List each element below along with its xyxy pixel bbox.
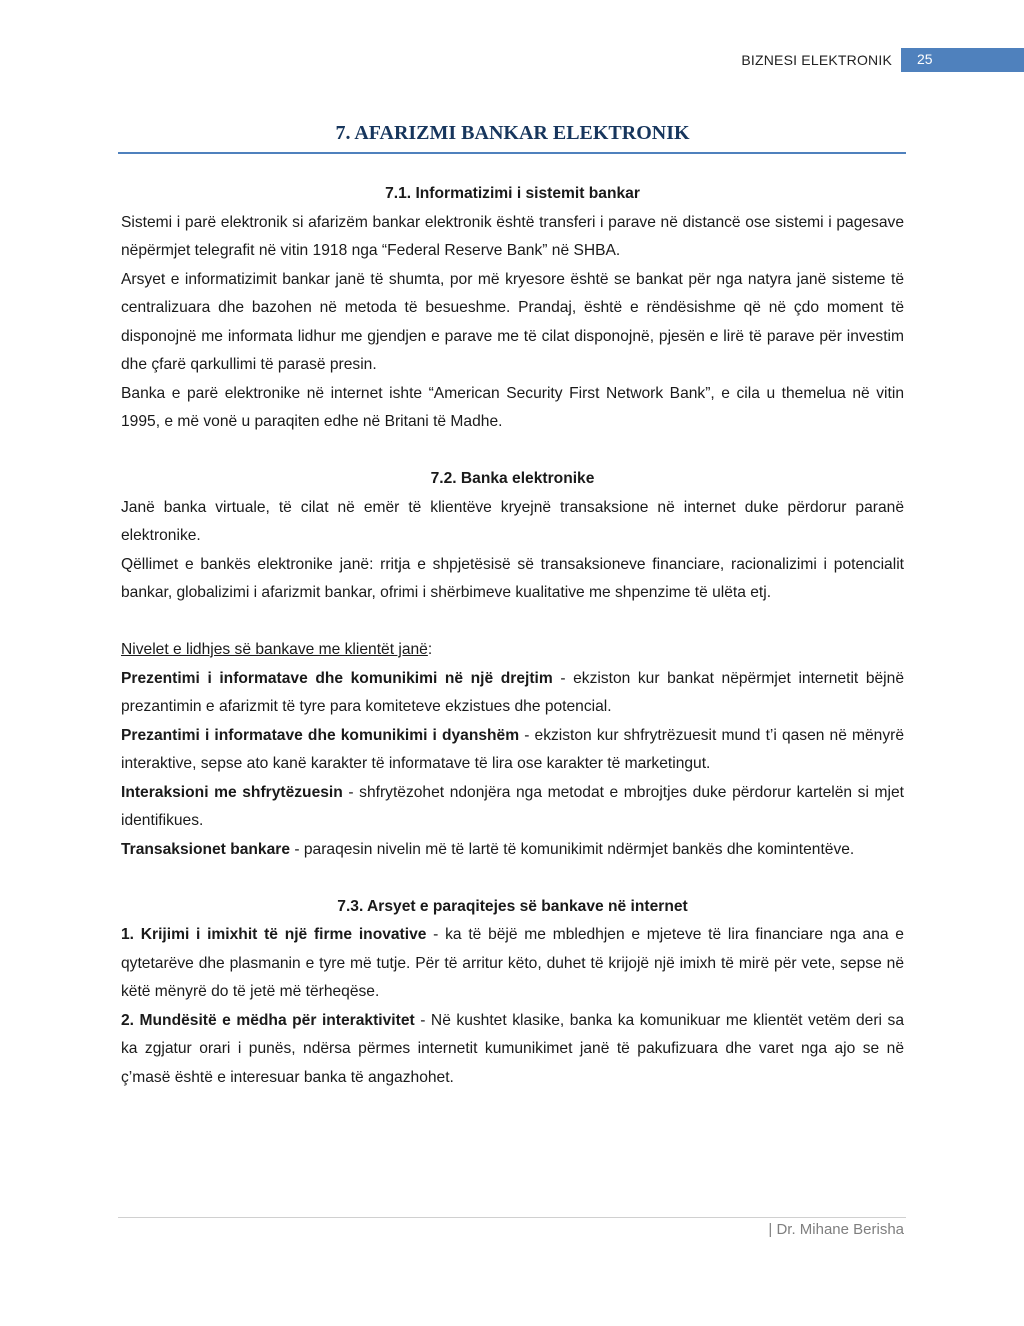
- section-heading-7-2: 7.2. Banka elektronike: [430, 470, 595, 487]
- level-item: [121, 665, 904, 722]
- section-heading-7-1: 7.1. Informatizimi i sistemit bankar: [385, 185, 640, 202]
- reason-desc: - ka të bëjë me mbledhjen e mjeteve të lira financiare nga ana e qytetarëve dhe plasmanin e tyre më tutje. Për të arritur këto, duhet të krijojë një imixh të mirë për vete, sepse në këtë mënyrë do të jetë më tërheqëse.: [121, 926, 904, 1000]
- chapter-title: 7. AFARIZMI BANKAR ELEKTRONIK: [335, 122, 690, 144]
- level-term: Prezantimi i informatave dhe komunikimi i dyanshëm: [121, 726, 520, 744]
- spacer: [121, 864, 904, 893]
- section-heading-7-3: 7.3. Arsyet e paraqitejes së bankave në internet: [337, 897, 688, 915]
- chapter-title-rule: [118, 152, 906, 154]
- paragraph: Banka e parë elektronike në internet ishte “American Security First Network Bank”, e cila u themelua në vitin 1995, e më vonë u paraqiten edhe në Britani të Madhe.: [121, 384, 904, 430]
- level-item: [121, 779, 904, 836]
- level-term: Transaksionet bankare: [121, 840, 291, 858]
- reason-term: 2. Mundësitë e mëdha për interaktivitet: [121, 1011, 415, 1029]
- page-number: 25: [903, 48, 1024, 72]
- reason-item: [121, 921, 904, 1007]
- level-item: [121, 722, 904, 779]
- running-title: BIZNESI ELEKTRONIK: [741, 52, 892, 68]
- paragraph: Janë banka virtuale, të cilat në emër të klientëve kryejnë transaksione në internet duke përdorur paranë elektronike.: [121, 498, 904, 544]
- spacer: [121, 608, 904, 637]
- paragraph: Sistemi i parë elektronik si afarizëm bankar elektronik është transferi i parave në distancë ose sistemi i pagesave nëpërmjet telegrafit në vitin 1918 nga “Federal Reserve Bank” në SHBA.: [121, 213, 904, 259]
- level-item: [121, 836, 904, 865]
- paragraph: Qëllimet e bankës elektronike janë: rritja e shpjetësisë së transaksioneve financiare, racionalizimi i potencialit bankar, globalizimi i afarizmit bankar, ofrimi i shërbimeve kualitative me shpenzime të ulëta etj.: [121, 555, 904, 601]
- levels-intro-colon: :: [427, 641, 433, 658]
- page-header: [0, 46, 1024, 74]
- level-desc: - paraqesin nivelin më të lartë të komunikimit ndërmjet bankës dhe komintentëve.: [290, 840, 855, 858]
- levels-intro-text: Nivelet e lidhjes së bankave me klientët janë: [121, 641, 428, 658]
- spacer: [121, 437, 904, 466]
- level-term: Interaksioni me shfrytëzuesin: [121, 783, 343, 801]
- level-desc: - ekziston kur shfrytrëzuesit mund t’i qasen në mënyrë interaktive, sepse ato kanë karakter të informatave të lira ose karakter të marketingut.: [121, 726, 905, 772]
- reason-item: [121, 1007, 904, 1093]
- page-body: [121, 180, 904, 1092]
- paragraph: Arsyet e informatizimit bankar janë të shumta, por më kryesore është se bankat për nga natyra janë sisteme të centralizuara dhe bazohen në metoda të besueshme. Prandaj, është e rëndësishme që në çdo moment të disponojnë me informata lidhur me gjendjen e parave me të cilat disponojnë, pjesën e lirë të parave për investim dhe çfarë qarkullimi të parasë presin.: [121, 270, 904, 373]
- level-term: Prezentimi i informatave dhe komunikimi në një drejtim: [121, 669, 553, 687]
- footer-rule: [118, 1217, 906, 1218]
- levels-intro: [121, 636, 904, 665]
- level-desc: - shfrytëzohet ndonjëra nga metodat e mbrojtjes duke përdorur kartelën si mjet identifikues.: [121, 783, 904, 829]
- footer-author: | Dr. Mihane Berisha: [768, 1221, 904, 1238]
- level-desc: - ekziston kur bankat nëpërmjet internetit bëjnë prezantimin e afarizmit të tyre para komiteteve ekzistues dhe potencial.: [121, 669, 904, 715]
- reason-desc: - Në kushtet klasike, banka ka komunikuar me klientët vetëm deri sa ka zgjatur orari i punës, ndërsa përmes internetit kumunikimet janë të pakufizuara dhe varet nga ajo se në ç’masë është e interesuar banka të angazhohet.: [121, 1011, 904, 1086]
- reason-term: 1. Krijimi i imixhit të një firme inovative: [121, 926, 427, 943]
